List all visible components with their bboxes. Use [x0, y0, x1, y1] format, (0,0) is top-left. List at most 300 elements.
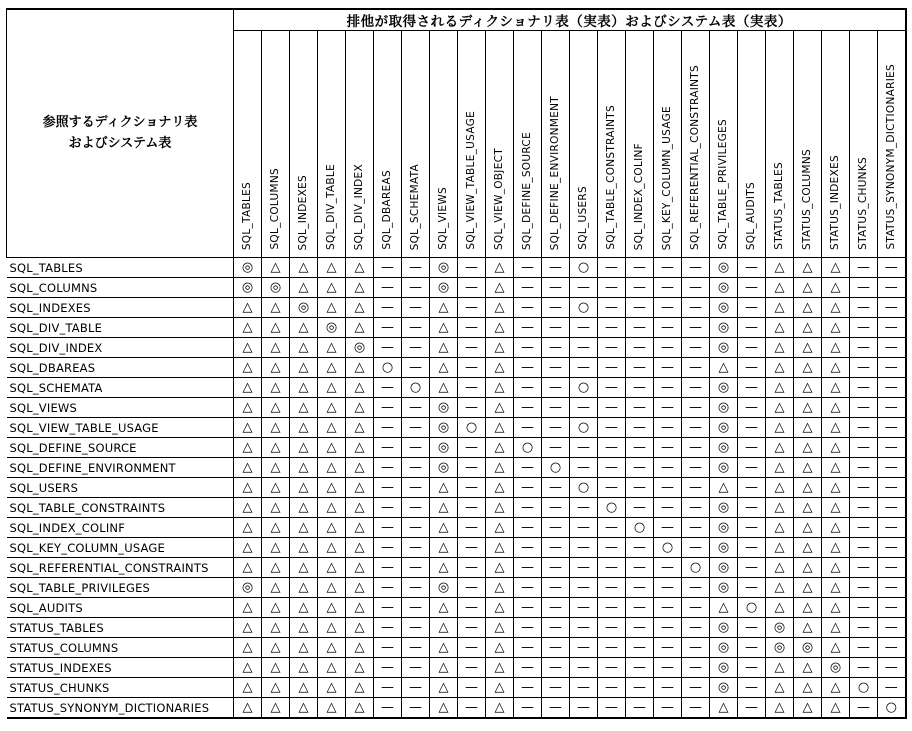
- matrix-cell: △: [318, 378, 346, 398]
- matrix-cell: —: [542, 398, 570, 418]
- matrix-cell: —: [654, 418, 682, 438]
- matrix-cell: ◎: [234, 578, 262, 598]
- matrix-cell: —: [682, 638, 710, 658]
- matrix-cell: △: [318, 478, 346, 498]
- matrix-cell: △: [346, 358, 374, 378]
- matrix-cell: ◎: [430, 578, 458, 598]
- matrix-cell: —: [374, 518, 402, 538]
- matrix-cell: △: [318, 258, 346, 278]
- matrix-cell: △: [794, 378, 822, 398]
- matrix-cell: —: [514, 398, 542, 418]
- matrix-cell: —: [738, 378, 766, 398]
- matrix-cell: △: [262, 298, 290, 318]
- matrix-cell: △: [430, 638, 458, 658]
- matrix-cell: △: [794, 438, 822, 458]
- matrix-cell: —: [374, 578, 402, 598]
- matrix-cell: △: [486, 558, 514, 578]
- matrix-cell: —: [682, 538, 710, 558]
- matrix-cell: —: [626, 378, 654, 398]
- matrix-cell: —: [654, 478, 682, 498]
- matrix-cell: —: [374, 538, 402, 558]
- matrix-cell: △: [430, 698, 458, 719]
- matrix-cell: △: [430, 378, 458, 398]
- matrix-cell: △: [262, 658, 290, 678]
- matrix-cell: ◎: [430, 458, 458, 478]
- matrix-cell: —: [626, 618, 654, 638]
- matrix-cell: △: [262, 398, 290, 418]
- matrix-cell: △: [794, 478, 822, 498]
- matrix-cell: —: [738, 318, 766, 338]
- matrix-cell: △: [346, 658, 374, 678]
- matrix-cell: △: [290, 278, 318, 298]
- matrix-cell: △: [486, 538, 514, 558]
- matrix-cell: ◎: [318, 318, 346, 338]
- matrix-cell: △: [794, 398, 822, 418]
- column-header-sql_referential_constraints: [682, 31, 710, 258]
- matrix-cell: △: [234, 618, 262, 638]
- matrix-cell: —: [738, 518, 766, 538]
- row-header-status_chunks: STATUS_CHUNKS: [7, 678, 234, 698]
- matrix-cell: —: [626, 438, 654, 458]
- matrix-cell: —: [738, 438, 766, 458]
- matrix-cell: —: [570, 558, 598, 578]
- matrix-cell: —: [738, 338, 766, 358]
- matrix-cell: —: [850, 378, 878, 398]
- matrix-cell: —: [598, 278, 626, 298]
- matrix-cell: —: [570, 438, 598, 458]
- matrix-cell: △: [318, 518, 346, 538]
- matrix-cell: —: [878, 298, 906, 318]
- matrix-cell: —: [570, 498, 598, 518]
- matrix-cell: ○: [682, 558, 710, 578]
- matrix-cell: —: [542, 478, 570, 498]
- matrix-cell: △: [766, 578, 794, 598]
- matrix-cell: —: [542, 278, 570, 298]
- matrix-cell: —: [458, 658, 486, 678]
- matrix-cell: —: [878, 358, 906, 378]
- matrix-cell: —: [514, 658, 542, 678]
- matrix-cell: △: [486, 658, 514, 678]
- matrix-cell: △: [346, 398, 374, 418]
- matrix-cell: ◎: [710, 558, 738, 578]
- matrix-cell: △: [766, 678, 794, 698]
- matrix-cell: —: [514, 258, 542, 278]
- matrix-cell: —: [654, 598, 682, 618]
- matrix-cell: △: [794, 418, 822, 438]
- matrix-cell: —: [458, 258, 486, 278]
- column-header-sql_view_object: [486, 31, 514, 258]
- matrix-cell: —: [654, 298, 682, 318]
- matrix-cell: —: [514, 638, 542, 658]
- table-row: [7, 518, 906, 538]
- matrix-cell: —: [598, 398, 626, 418]
- matrix-cell: △: [346, 378, 374, 398]
- matrix-cell: △: [710, 598, 738, 618]
- matrix-cell: △: [318, 338, 346, 358]
- matrix-cell: △: [318, 458, 346, 478]
- matrix-cell: ◎: [710, 318, 738, 338]
- matrix-cell: △: [290, 358, 318, 378]
- row-axis-header: [7, 9, 234, 258]
- matrix-cell: —: [374, 398, 402, 418]
- matrix-cell: △: [710, 478, 738, 498]
- matrix-cell: —: [878, 638, 906, 658]
- row-header-sql_referential_constraints: SQL_REFERENTIAL_CONSTRAINTS: [7, 558, 234, 578]
- column-header-label: STATUS_COLUMNS: [801, 148, 814, 250]
- matrix-cell: —: [738, 298, 766, 318]
- matrix-cell: —: [598, 478, 626, 498]
- column-axis-title: 排他が取得されるディクショナリ表（実表）およびシステム表（実表）: [234, 9, 906, 31]
- matrix-cell: —: [514, 458, 542, 478]
- matrix-cell: △: [430, 658, 458, 678]
- column-header-status_synonym_dictionaries: [878, 31, 906, 258]
- column-header-label: SQL_USERS: [577, 186, 590, 250]
- matrix-cell: △: [766, 438, 794, 458]
- matrix-cell: △: [766, 478, 794, 498]
- matrix-cell: ○: [850, 678, 878, 698]
- matrix-cell: —: [626, 698, 654, 719]
- matrix-cell: △: [318, 498, 346, 518]
- matrix-cell: △: [346, 538, 374, 558]
- matrix-cell: —: [402, 698, 430, 719]
- matrix-cell: △: [430, 298, 458, 318]
- matrix-cell: △: [794, 698, 822, 719]
- matrix-cell: ○: [738, 598, 766, 618]
- matrix-cell: —: [850, 438, 878, 458]
- matrix-cell: ◎: [710, 618, 738, 638]
- matrix-cell: △: [234, 378, 262, 398]
- matrix-cell: △: [794, 598, 822, 618]
- table-row: [7, 678, 906, 698]
- matrix-cell: ◎: [710, 378, 738, 398]
- matrix-cell: ○: [542, 458, 570, 478]
- matrix-cell: △: [290, 578, 318, 598]
- matrix-cell: △: [346, 498, 374, 518]
- matrix-cell: △: [234, 478, 262, 498]
- matrix-cell: —: [402, 598, 430, 618]
- row-header-sql_views: SQL_VIEWS: [7, 398, 234, 418]
- matrix-cell: —: [682, 298, 710, 318]
- table-row: [7, 458, 906, 478]
- table-row: [7, 278, 906, 298]
- matrix-cell: △: [822, 358, 850, 378]
- matrix-cell: △: [346, 618, 374, 638]
- column-header-label: SQL_DEFINE_SOURCE: [521, 131, 534, 250]
- matrix-cell: —: [458, 358, 486, 378]
- matrix-cell: △: [318, 638, 346, 658]
- matrix-cell: —: [738, 278, 766, 298]
- matrix-cell: ○: [570, 298, 598, 318]
- matrix-cell: —: [598, 318, 626, 338]
- matrix-cell: △: [822, 398, 850, 418]
- matrix-cell: —: [878, 378, 906, 398]
- matrix-cell: △: [486, 298, 514, 318]
- matrix-cell: △: [486, 338, 514, 358]
- matrix-cell: —: [458, 518, 486, 538]
- column-header-status_tables: [766, 31, 794, 258]
- matrix-cell: —: [878, 558, 906, 578]
- matrix-cell: ◎: [710, 658, 738, 678]
- matrix-cell: △: [486, 258, 514, 278]
- matrix-cell: —: [542, 378, 570, 398]
- matrix-cell: —: [682, 518, 710, 538]
- row-header-status_columns: STATUS_COLUMNS: [7, 638, 234, 658]
- row-header-status_tables: STATUS_TABLES: [7, 618, 234, 638]
- matrix-cell: △: [486, 398, 514, 418]
- row-header-sql_columns: SQL_COLUMNS: [7, 278, 234, 298]
- matrix-cell: —: [374, 338, 402, 358]
- matrix-cell: △: [262, 338, 290, 358]
- matrix-cell: —: [598, 618, 626, 638]
- matrix-cell: △: [486, 638, 514, 658]
- matrix-cell: △: [346, 278, 374, 298]
- matrix-cell: —: [458, 578, 486, 598]
- matrix-cell: ◎: [290, 298, 318, 318]
- matrix-cell: △: [486, 278, 514, 298]
- matrix-cell: △: [822, 418, 850, 438]
- matrix-cell: —: [598, 698, 626, 719]
- column-header-label: STATUS_TABLES: [773, 162, 786, 250]
- column-header-status_columns: [794, 31, 822, 258]
- matrix-cell: △: [234, 398, 262, 418]
- matrix-cell: △: [486, 318, 514, 338]
- matrix-cell: △: [290, 498, 318, 518]
- matrix-cell: —: [850, 558, 878, 578]
- matrix-cell: —: [850, 478, 878, 498]
- matrix-cell: △: [794, 558, 822, 578]
- matrix-cell: —: [850, 398, 878, 418]
- matrix-cell: △: [766, 338, 794, 358]
- column-header-sql_users: [570, 31, 598, 258]
- matrix-cell: —: [682, 458, 710, 478]
- matrix-cell: △: [822, 278, 850, 298]
- matrix-cell: —: [738, 638, 766, 658]
- matrix-cell: —: [850, 358, 878, 378]
- matrix-cell: —: [570, 278, 598, 298]
- matrix-cell: —: [458, 458, 486, 478]
- matrix-cell: △: [430, 498, 458, 518]
- matrix-cell: —: [402, 638, 430, 658]
- matrix-cell: ○: [570, 418, 598, 438]
- matrix-cell: ○: [374, 358, 402, 378]
- matrix-cell: △: [234, 358, 262, 378]
- matrix-cell: △: [710, 698, 738, 719]
- matrix-cell: △: [430, 318, 458, 338]
- matrix-cell: —: [458, 698, 486, 719]
- matrix-cell: △: [766, 298, 794, 318]
- table-row: [7, 378, 906, 398]
- matrix-cell: —: [458, 318, 486, 338]
- matrix-cell: —: [402, 658, 430, 678]
- matrix-cell: △: [766, 698, 794, 719]
- matrix-cell: —: [626, 498, 654, 518]
- matrix-cell: △: [794, 318, 822, 338]
- matrix-cell: —: [598, 358, 626, 378]
- matrix-cell: —: [402, 458, 430, 478]
- matrix-cell: —: [542, 258, 570, 278]
- matrix-cell: —: [626, 458, 654, 478]
- column-header-sql_define_source: [514, 31, 542, 258]
- matrix-cell: —: [598, 258, 626, 278]
- matrix-cell: —: [654, 438, 682, 458]
- matrix-cell: —: [458, 598, 486, 618]
- matrix-cell: —: [850, 418, 878, 438]
- matrix-cell: △: [346, 638, 374, 658]
- matrix-cell: △: [794, 458, 822, 478]
- matrix-cell: —: [598, 538, 626, 558]
- matrix-cell: △: [262, 698, 290, 719]
- matrix-cell: —: [374, 458, 402, 478]
- matrix-cell: —: [374, 638, 402, 658]
- matrix-cell: —: [374, 478, 402, 498]
- matrix-cell: △: [486, 438, 514, 458]
- matrix-cell: △: [486, 478, 514, 498]
- matrix-cell: —: [542, 298, 570, 318]
- column-header-label: SQL_INDEXES: [297, 174, 310, 250]
- row-header-sql_define_source: SQL_DEFINE_SOURCE: [7, 438, 234, 458]
- matrix-cell: ○: [458, 418, 486, 438]
- matrix-cell: △: [290, 378, 318, 398]
- row-header-sql_users: SQL_USERS: [7, 478, 234, 498]
- column-header-label: SQL_DBAREAS: [381, 170, 394, 250]
- matrix-cell: △: [430, 558, 458, 578]
- matrix-cell: △: [262, 578, 290, 598]
- matrix-cell: △: [822, 498, 850, 518]
- matrix-cell: ◎: [262, 278, 290, 298]
- matrix-cell: ◎: [710, 538, 738, 558]
- matrix-cell: —: [514, 298, 542, 318]
- matrix-cell: —: [402, 678, 430, 698]
- column-header-sql_tables: [234, 31, 262, 258]
- matrix-cell: —: [570, 598, 598, 618]
- matrix-cell: —: [654, 258, 682, 278]
- matrix-cell: —: [514, 278, 542, 298]
- matrix-cell: —: [458, 278, 486, 298]
- matrix-cell: —: [458, 538, 486, 558]
- matrix-cell: △: [262, 678, 290, 698]
- matrix-cell: —: [654, 318, 682, 338]
- column-header-sql_dbareas: [374, 31, 402, 258]
- matrix-cell: —: [458, 378, 486, 398]
- matrix-cell: —: [598, 598, 626, 618]
- table-row: [7, 598, 906, 618]
- matrix-cell: △: [822, 458, 850, 478]
- matrix-cell: △: [766, 658, 794, 678]
- matrix-cell: △: [262, 258, 290, 278]
- matrix-cell: —: [682, 678, 710, 698]
- lock-matrix-table: [6, 8, 907, 719]
- matrix-cell: —: [458, 498, 486, 518]
- matrix-cell: —: [570, 538, 598, 558]
- matrix-cell: —: [570, 398, 598, 418]
- matrix-cell: —: [682, 278, 710, 298]
- matrix-cell: △: [234, 698, 262, 719]
- matrix-cell: —: [850, 318, 878, 338]
- matrix-cell: —: [374, 498, 402, 518]
- column-header-label: SQL_COLUMNS: [269, 168, 282, 250]
- table-row: [7, 298, 906, 318]
- matrix-cell: —: [654, 518, 682, 538]
- matrix-cell: △: [766, 378, 794, 398]
- matrix-cell: —: [850, 618, 878, 638]
- matrix-cell: —: [374, 378, 402, 398]
- matrix-cell: ◎: [710, 258, 738, 278]
- matrix-cell: —: [654, 498, 682, 518]
- matrix-cell: △: [766, 398, 794, 418]
- matrix-cell: —: [682, 338, 710, 358]
- column-header-label: SQL_VIEW_TABLE_USAGE: [465, 111, 478, 250]
- matrix-cell: —: [878, 538, 906, 558]
- matrix-cell: ◎: [710, 518, 738, 538]
- matrix-cell: —: [850, 698, 878, 719]
- matrix-cell: —: [570, 618, 598, 638]
- matrix-cell: —: [598, 458, 626, 478]
- matrix-cell: △: [318, 658, 346, 678]
- matrix-cell: —: [598, 638, 626, 658]
- matrix-cell: —: [682, 258, 710, 278]
- matrix-cell: —: [850, 338, 878, 358]
- row-header-sql_audits: SQL_AUDITS: [7, 598, 234, 618]
- matrix-cell: △: [822, 578, 850, 598]
- matrix-cell: —: [458, 338, 486, 358]
- matrix-cell: —: [850, 298, 878, 318]
- matrix-cell: △: [430, 478, 458, 498]
- matrix-cell: △: [318, 618, 346, 638]
- matrix-cell: —: [626, 358, 654, 378]
- matrix-cell: ◎: [710, 638, 738, 658]
- matrix-cell: △: [794, 338, 822, 358]
- matrix-cell: —: [598, 378, 626, 398]
- matrix-cell: △: [346, 558, 374, 578]
- matrix-cell: —: [598, 338, 626, 358]
- column-header-label: SQL_DEFINE_ENVIRONMENT: [549, 95, 562, 250]
- matrix-cell: —: [402, 518, 430, 538]
- column-header-sql_table_constraints: [598, 31, 626, 258]
- table-row: [7, 258, 906, 278]
- column-header-label: SQL_SCHEMATA: [409, 163, 422, 250]
- matrix-cell: —: [542, 518, 570, 538]
- matrix-cell: △: [766, 458, 794, 478]
- matrix-cell: △: [822, 678, 850, 698]
- matrix-cell: △: [766, 318, 794, 338]
- matrix-cell: △: [290, 698, 318, 719]
- matrix-cell: △: [822, 638, 850, 658]
- matrix-cell: △: [486, 518, 514, 538]
- matrix-cell: △: [346, 598, 374, 618]
- matrix-cell: —: [542, 418, 570, 438]
- matrix-cell: △: [290, 458, 318, 478]
- matrix-cell: △: [318, 438, 346, 458]
- matrix-cell: △: [290, 438, 318, 458]
- matrix-cell: ◎: [710, 398, 738, 418]
- matrix-cell: △: [822, 438, 850, 458]
- matrix-cell: ○: [654, 538, 682, 558]
- row-header-sql_tables: SQL_TABLES: [7, 258, 234, 278]
- matrix-cell: —: [402, 538, 430, 558]
- matrix-cell: △: [766, 558, 794, 578]
- matrix-cell: △: [290, 418, 318, 438]
- matrix-cell: —: [626, 558, 654, 578]
- matrix-cell: △: [234, 338, 262, 358]
- matrix-cell: —: [402, 258, 430, 278]
- matrix-cell: —: [570, 658, 598, 678]
- matrix-cell: ○: [598, 498, 626, 518]
- matrix-cell: △: [766, 278, 794, 298]
- matrix-cell: —: [738, 578, 766, 598]
- table-row: [7, 338, 906, 358]
- matrix-cell: △: [822, 538, 850, 558]
- row-header-sql_key_column_usage: SQL_KEY_COLUMN_USAGE: [7, 538, 234, 558]
